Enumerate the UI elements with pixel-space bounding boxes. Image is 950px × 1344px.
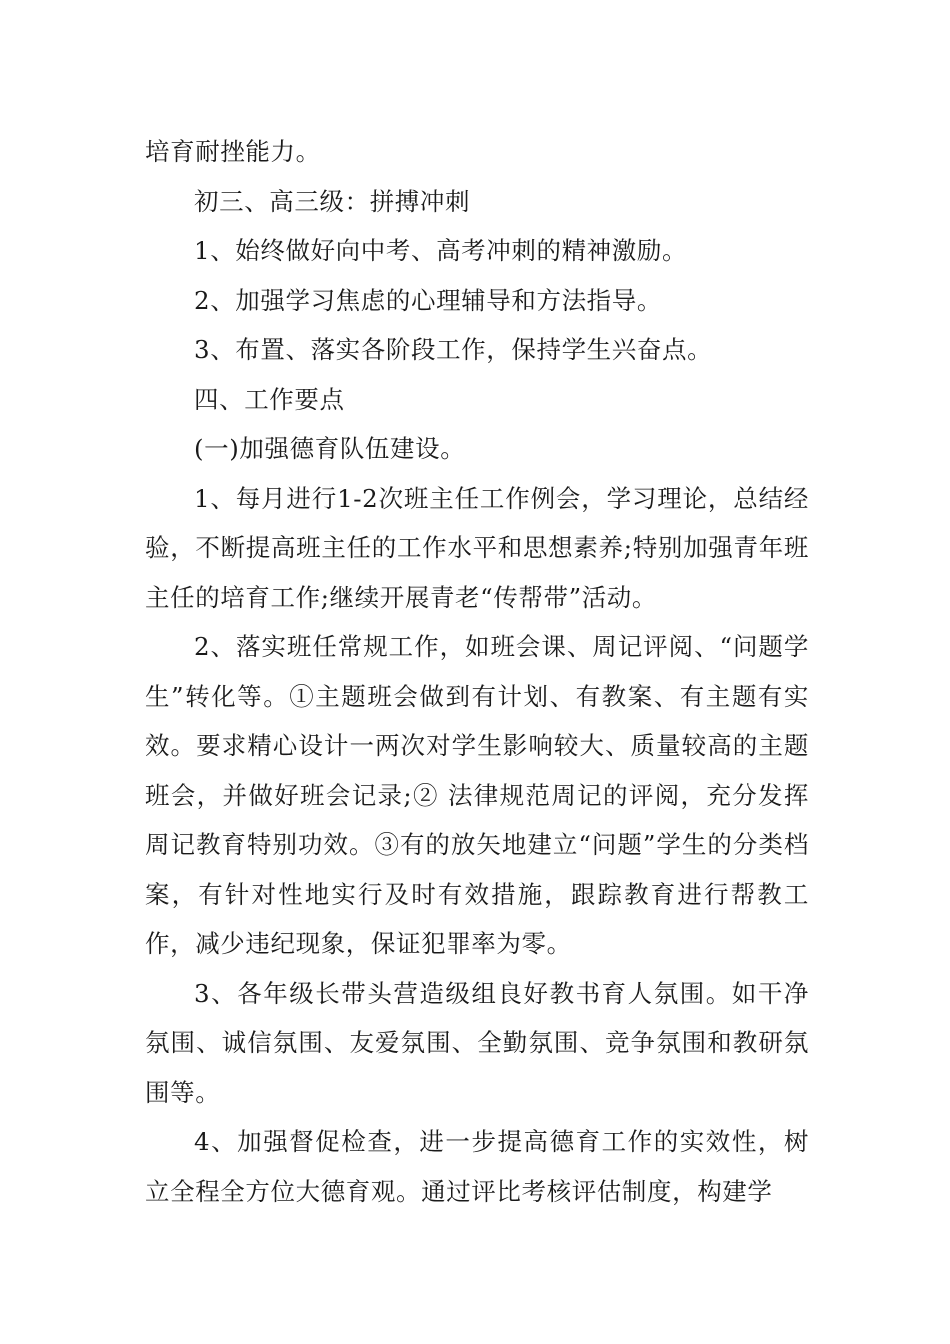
document-page [145, 127, 809, 1216]
paragraph-continuation: 培育耐挫能力。 [145, 137, 321, 166]
list-item-1: 1、始终做好向中考、高考冲刺的精神激励。 [194, 236, 688, 265]
section-heading-work-points: 四、工作要点 [194, 384, 345, 414]
heading-grade-nine-twelve: 初三、高三级：拼搏冲刺 [194, 186, 471, 216]
list-item-2: 2、加强学习焦虑的心理辅导和方法指导。 [194, 285, 662, 315]
paragraph-routine-work: 2、落实班任常规工作，如班会课、周记评阅、“问题学生”转化等。①主题班会做到有计划、有教案、有主题有实效。要求精心设计一两次对学生影响较大、质量较高的主题班会，并做好班会记录;② 法律规范周记的评阅，充分发挥周记教育特别功效。③有的放矢地建立“问题”学生的分类档案，有针对性地实行及时有效措施，跟踪教育进行帮教工作，减少违纪现象，保证犯罪率为零。 [145, 632, 809, 958]
list-item-3: 3、布置、落实各阶段工作，保持学生兴奋点。 [194, 335, 713, 364]
subsection-heading: (一)加强德育队伍建设。 [194, 434, 466, 463]
paragraph-supervision: 4、加强督促检查，进一步提高德育工作的实效性，树立全程全方位大德育观。通过评比考核评估制度，构建学 [145, 1127, 809, 1206]
paragraph-atmosphere: 3、各年级长带头营造级组良好教书育人氛围。如干净氛围、诚信氛围、友爱氛围、全勤氛围、竞争氛围和教研氛围等。 [145, 978, 809, 1107]
paragraph-meetings: 1、每月进行1-2次班主任工作例会，学习理论，总结经验，不断提高班主任的工作水平和思想素养;特别加强青年班主任的培育工作;继续开展青老“传帮带”活动。 [145, 483, 809, 612]
